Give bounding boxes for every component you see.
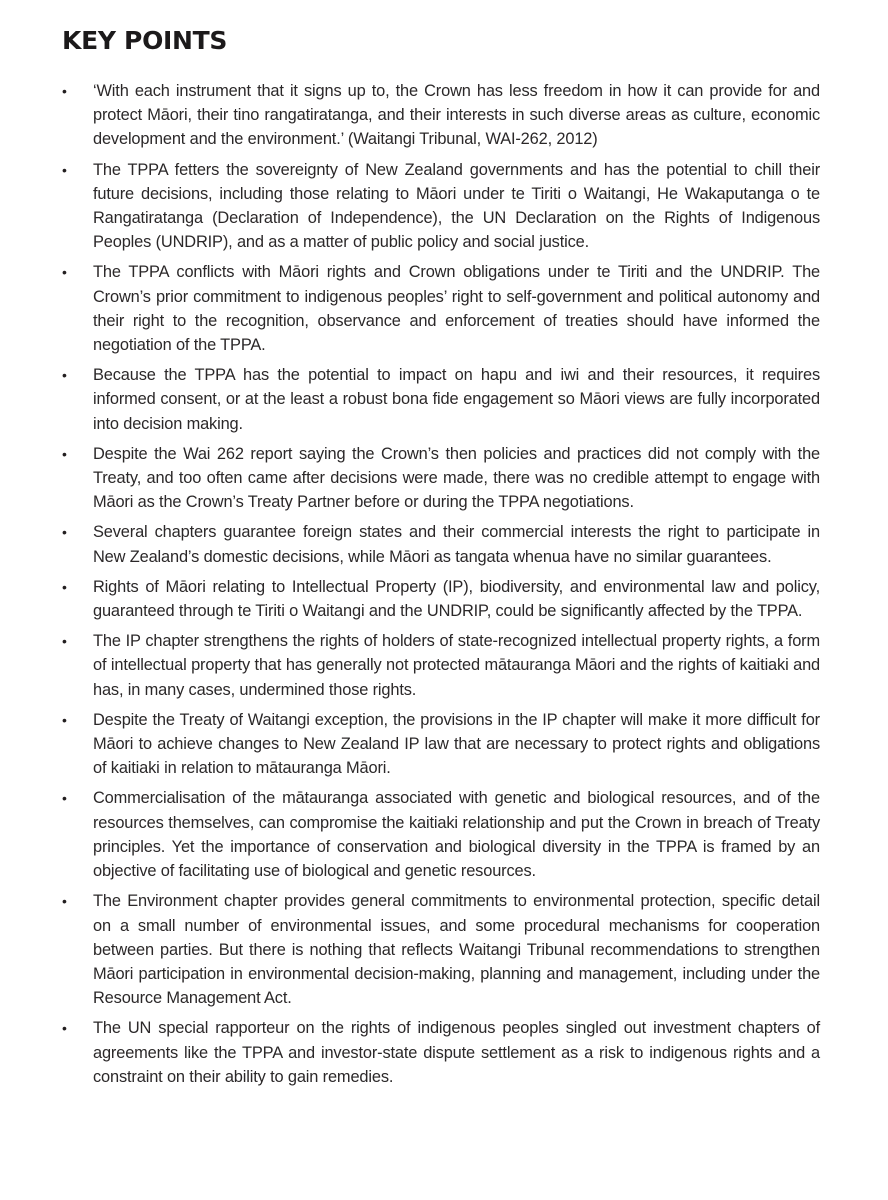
key-point-item bbox=[60, 363, 820, 436]
key-point-text: Despite the Treaty of Waitangi exception, the provisions in the IP chapter will make it more difficult for Māori to achieve changes to New Zealand IP law that are necessary to protect rights and obligations of kaitiaki in relation to mātauranga Māori. bbox=[93, 710, 820, 778]
bullet-icon: • bbox=[62, 1020, 67, 1037]
key-point-text: The TPPA fetters the sovereignty of New Zealand governments and has the potential to chill their future decisions, including those relating to Māori under te Tiriti o Waitangi, He Wakaputanga o te Rangatiratanga (Declaration of Independence), the UN Declaration on the Rights of Indigenous Peoples (UNDRIP), and as a matter of public policy and social justice. bbox=[93, 160, 820, 252]
bullet-icon: • bbox=[62, 83, 67, 99]
key-point-text: Several chapters guarantee foreign states and their commercial interests the right to participate in New Zealand’s domestic decisions, while Māori as tangata whenua have no similar guarantees. bbox=[93, 523, 820, 566]
key-point-text: The TPPA conflicts with Māori rights and Crown obligations under te Tiriti and the UNDRIP. The Crown’s prior commitment to indigenous peoples’ right to self-government and political autonomy and their right to the recognition, observance and enforcement of treaties should have informed the negotiation of the TPPA. bbox=[93, 263, 820, 355]
bullet-icon: • bbox=[62, 578, 67, 595]
key-point-text: Commercialisation of the mātauranga associated with genetic and biological resources, and of the resources themselves, can compromise the kaitiaki relationship and put the Crown in breach of Treaty principles. Yet the importance of conservation and biological diversity in the TPPA is framed by an objective of facilitating use of biological and genetic resources. bbox=[93, 789, 820, 881]
bullet-icon: • bbox=[62, 161, 67, 178]
bullet-icon: • bbox=[62, 633, 67, 650]
bullet-icon: • bbox=[62, 790, 67, 807]
key-point-item bbox=[60, 520, 820, 568]
key-point-text: The UN special rapporteur on the rights of indigenous peoples singled out investment chapters of agreements like the TPPA and investor-state dispute settlement as a risk to indigenous rights and a constraint on their ability to gain remedies. bbox=[93, 1019, 820, 1086]
bullet-icon: • bbox=[62, 264, 67, 281]
bullet-icon: • bbox=[62, 893, 67, 910]
bullet-icon: • bbox=[62, 367, 67, 384]
key-point-item bbox=[60, 708, 820, 781]
key-point-text: Rights of Māori relating to Intellectual Property (IP), biodiversity, and environmental law and policy, guaranteed through te Tiriti o Waitangi and the UNDRIP, could be significantly affected by the TPPA. bbox=[93, 577, 820, 621]
key-point-text: Because the TPPA has the potential to impact on hapu and iwi and their resources, it requires informed consent, or at the least a robust bona fide engagement so Māori views are fully incorporated into decision making. bbox=[93, 366, 820, 433]
key-point-text: ‘With each instrument that it signs up to, the Crown has less freedom in how it can provide for and protect Māori, their tino rangatiratanga, and their interests in such diverse areas as culture, economic development and the environment.’ (Waitangi Tribunal, WAI-262, 2012) bbox=[93, 82, 820, 149]
key-point-item bbox=[60, 260, 820, 357]
key-point-text: The Environment chapter provides general commitments to environmental protection, specific detail on a small number of environmental issues, and some procedural mechanisms for cooperation between parties. But there is nothing that reflects Waitangi Tribunal recommendations to strengthen Māori participation in environmental decision-making, planning and management, including under the Resource Management Act. bbox=[93, 892, 820, 1008]
bullet-icon: • bbox=[62, 524, 67, 541]
key-point-text: Despite the Wai 262 report saying the Crown’s then policies and practices did not comply with the Treaty, and too often came after decisions were made, there was no credible attempt to engage with Māori as the Crown’s Treaty Partner before or during the TPPA negotiations. bbox=[93, 444, 820, 512]
key-point-item bbox=[60, 629, 820, 702]
key-point-item bbox=[60, 158, 820, 255]
bullet-icon: • bbox=[62, 445, 67, 462]
key-points-list bbox=[60, 79, 820, 1095]
key-point-item bbox=[60, 889, 820, 1010]
key-point-item bbox=[60, 786, 820, 883]
key-point-item bbox=[60, 442, 820, 515]
key-point-item bbox=[60, 575, 820, 623]
page-title: KEY POINTS bbox=[62, 26, 228, 55]
key-point-text: The IP chapter strengthens the rights of holders of state-recognized intellectual property rights, a form of intellectual property that has generally not protected mātauranga Māori and the rights of kaitiaki and has, in many cases, undermined those rights. bbox=[93, 632, 820, 699]
key-point-item bbox=[60, 79, 820, 152]
bullet-icon: • bbox=[62, 711, 67, 728]
key-point-item bbox=[60, 1016, 820, 1089]
